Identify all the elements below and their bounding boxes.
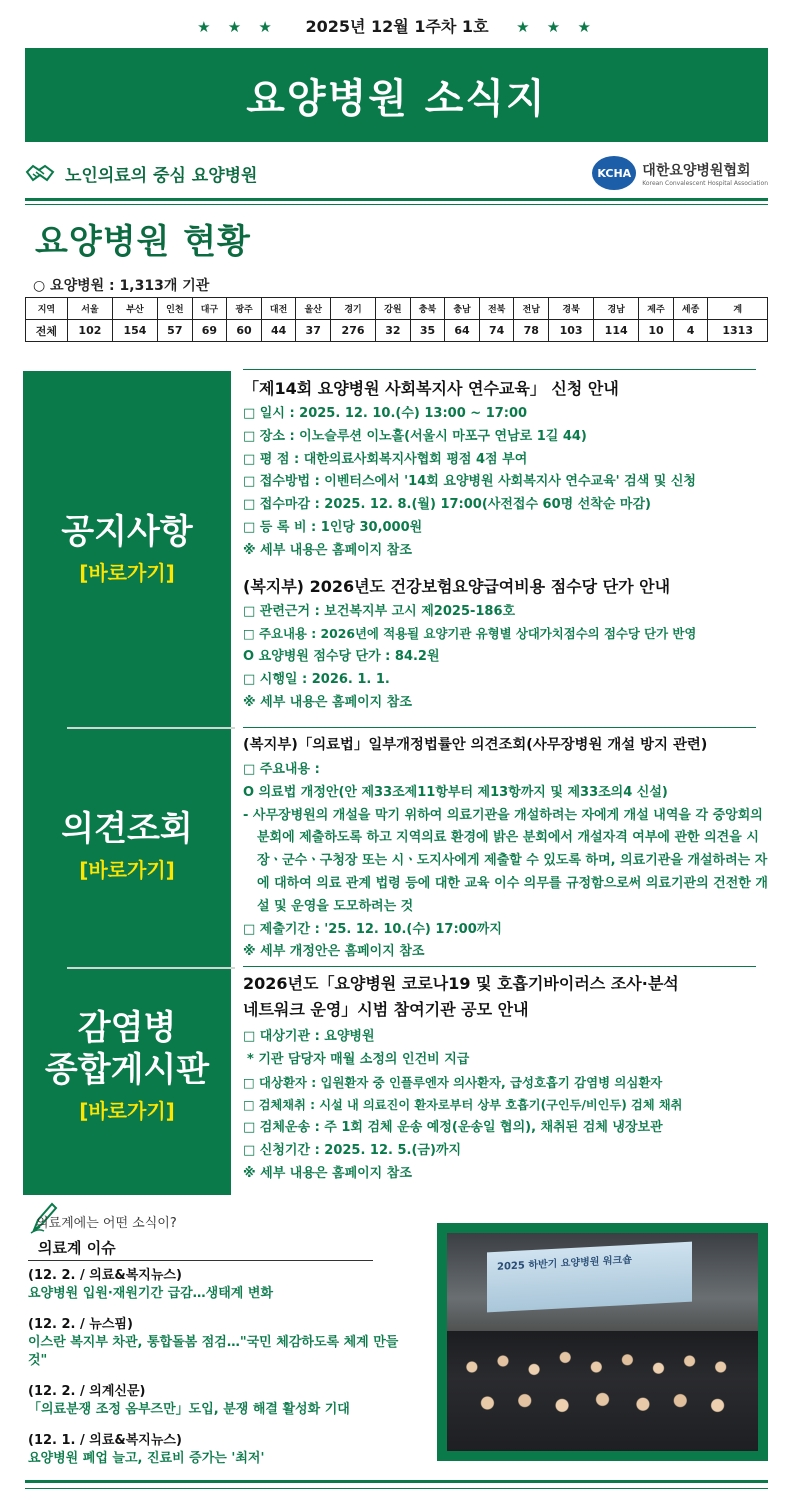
news-headline[interactable]: 요양병원 입원·재원기간 급감…생태계 변화 xyxy=(28,1286,274,1301)
tagline: 노인의료의 중심 요양병원 xyxy=(65,165,258,186)
news-headline[interactable]: 이스란 복지부 차관, 통합돌봄 점검…"국민 체감하도록 체계 만들 것" xyxy=(28,1335,399,1368)
news-section xyxy=(28,1212,418,1481)
infection-a-line: □ 대상환자 : 입원환자 중 인플루엔자 의사환자, 급성호흡기 감염병 의심환자 xyxy=(243,1074,663,1090)
subheader xyxy=(25,152,768,194)
table-cell: 276 xyxy=(331,320,376,342)
notice-b-line: ※ 세부 내용은 홈페이지 참조 xyxy=(243,694,412,710)
infection-a-line: □ 검체운송 : 주 1회 검체 운송 예정(운송일 협의), 채취된 검체 냉장보관 xyxy=(243,1120,663,1136)
section-sidebar xyxy=(23,371,231,1195)
table-header-cell: 부산 xyxy=(112,298,157,320)
infection-a-line: ※ 세부 내용은 홈페이지 참조 xyxy=(243,1165,412,1181)
notice-content xyxy=(243,377,768,715)
divider xyxy=(243,369,756,370)
photo-banner xyxy=(487,1242,692,1313)
logo-english: Korean Convalescent Hospital Association xyxy=(642,179,768,187)
infection-content xyxy=(243,972,768,1186)
notice-a-line: □ 등 록 비 : 1인당 30,000원 xyxy=(243,519,423,535)
table-cell: 전체 xyxy=(26,320,68,342)
opinion-link[interactable]: [바로가기] xyxy=(79,858,175,882)
opinion-a-line: O 의료법 개정안(안 제33조제11항부터 제13항까지 및 제33조의4 신설) xyxy=(243,784,668,800)
table-header-cell: 세종 xyxy=(673,298,708,320)
table-cell: 44 xyxy=(261,320,296,342)
table-cell: 32 xyxy=(376,320,411,342)
table-header-cell: 대전 xyxy=(261,298,296,320)
infection-a-line: □ 대상기관 : 요양병원 xyxy=(243,1029,375,1044)
table-cell: 64 xyxy=(445,320,480,342)
table-header-cell: 전북 xyxy=(479,298,514,320)
table-header-cell: 충남 xyxy=(445,298,480,320)
hospital-count-table xyxy=(25,297,768,342)
infection-a-title-1: 2026년도「요양병원 코로나19 및 호흡기바이러스 조사·분석 xyxy=(243,974,679,993)
opinion-a-line: □ 주요내용 : xyxy=(243,762,320,777)
table-cell: 57 xyxy=(158,320,193,342)
divider xyxy=(25,198,768,201)
table-row xyxy=(26,320,768,342)
photo-banner-text: 2025 하반기 요양병원 워크숍 xyxy=(497,1254,632,1273)
news-item[interactable] xyxy=(28,1383,418,1419)
news-source: (12. 2. / 의계신문) xyxy=(28,1384,146,1399)
divider xyxy=(25,1480,768,1483)
notice-a-line: □ 평 점 : 대한의료사회복지사협회 평점 4점 부여 xyxy=(243,451,528,467)
newsletter-title: 요양병원 소식지 xyxy=(25,48,768,142)
news-source: (12. 2. / 의료&복지뉴스) xyxy=(28,1268,182,1283)
notice-a-line: ※ 세부 내용은 홈페이지 참조 xyxy=(243,542,412,558)
table-header-cell: 제주 xyxy=(639,298,674,320)
notice-a-line: □ 접수방법 : 이벤터스에서 '14회 요양병원 사회복지사 연수교육' 검색 및 신청 xyxy=(243,474,696,490)
issue-number: 2025년 12월 1주차 1호 xyxy=(305,17,489,36)
opinion-a-line: ※ 세부 개정안은 홈페이지 참조 xyxy=(243,944,425,960)
status-summary: ○ 요양병원 : 1,313개 기관 xyxy=(33,278,210,294)
infection-section xyxy=(23,1007,231,1124)
news-title: 의료계 이슈 xyxy=(38,1239,116,1257)
divider xyxy=(67,727,235,729)
news-item[interactable] xyxy=(28,1432,418,1468)
table-header-cell: 강원 xyxy=(376,298,411,320)
table-header-cell: 서울 xyxy=(67,298,112,320)
logo-name: 대한요양병원협회 xyxy=(642,162,751,179)
table-header-cell: 광주 xyxy=(227,298,262,320)
handshake-icon xyxy=(25,162,55,184)
infection-link[interactable]: [바로가기] xyxy=(79,1099,175,1123)
table-header-cell: 경남 xyxy=(594,298,639,320)
opinion-a-line: □ 제출기간 : '25. 12. 10.(수) 17:00까지 xyxy=(243,921,502,937)
divider xyxy=(67,967,235,969)
news-source: (12. 1. / 의료&복지뉴스) xyxy=(28,1433,182,1448)
divider xyxy=(25,204,768,205)
notice-b-line: □ 시행일 : 2026. 1. 1. xyxy=(243,671,390,687)
issue-line xyxy=(0,14,794,37)
status-title: 요양병원 현황 xyxy=(35,222,251,262)
table-cell: 1313 xyxy=(708,320,768,342)
table-cell: 103 xyxy=(549,320,594,342)
news-question: 의료계에는 어떤 소식이? xyxy=(36,1216,177,1231)
table-header-cell: 충북 xyxy=(410,298,445,320)
table-cell: 74 xyxy=(479,320,514,342)
table-cell: 102 xyxy=(67,320,112,342)
table-header-cell: 인천 xyxy=(158,298,193,320)
news-headline[interactable]: 「의료분쟁 조정 옴부즈만」도입, 분쟁 해결 활성화 기대 xyxy=(28,1402,350,1417)
tagline-group xyxy=(25,161,257,186)
opinion-a-detail: - 사무장병원의 개설을 막기 위하여 의료기관을 개설하려는 자에게 개설 내역을 각 중앙회의 분회에 제출하도록 하고 지역의료 환경에 밝은 분회에서 개설자격 여부에 관한 의견을 시장ㆍ군수ㆍ구청장 또는 시ㆍ도지사에게 제출할 수 있도록 하며, 의료기관을 개설하려는 자에 대하여 의료 관계 법령 등에 대한 교육 이수 의무를 규정함으로써 의료기관의 건전한 개설 및 운영을 도모하려는 것 xyxy=(243,807,768,914)
news-source: (12. 2. / 뉴스핌) xyxy=(28,1317,133,1332)
table-cell: 114 xyxy=(594,320,639,342)
news-item[interactable] xyxy=(28,1267,418,1303)
table-cell: 154 xyxy=(112,320,157,342)
star-icons-right: ★ ★ ★ xyxy=(516,18,597,36)
infection-title-1: 감염병 xyxy=(77,1008,177,1048)
table-cell: 69 xyxy=(192,320,227,342)
table-header-cell: 경북 xyxy=(549,298,594,320)
notice-b-line: □ 관련근거 : 보건복지부 고시 제2025-186호 xyxy=(243,603,516,619)
infection-a-line: □ 검체채취 : 시설 내 의료진이 환자로부터 상부 호흡기(구인두/비인두) 검체 채취 xyxy=(243,1098,683,1113)
opinion-section xyxy=(23,808,231,883)
table-cell: 10 xyxy=(639,320,674,342)
divider xyxy=(243,727,756,728)
infection-a-line: □ 신청기간 : 2025. 12. 5.(금)까지 xyxy=(243,1142,462,1158)
notice-a-title: 「제14회 요양병원 사회복지사 연수교육」 신청 안내 xyxy=(243,379,619,398)
notice-b-line: O 요양병원 점수당 단가 : 84.2원 xyxy=(243,649,440,665)
notice-a-line: □ 일시 : 2025. 12. 10.(수) 13:00 ~ 17:00 xyxy=(243,406,528,421)
divider xyxy=(243,966,756,967)
news-headline[interactable]: 요양병원 폐업 늘고, 진료비 증가는 '최저' xyxy=(28,1451,265,1466)
notice-b-title: (복지부) 2026년도 건강보험요양급여비용 점수당 단가 안내 xyxy=(243,576,671,596)
table-header-cell: 경기 xyxy=(331,298,376,320)
infection-title-2: 종합게시판 xyxy=(44,1050,210,1090)
table-cell: 35 xyxy=(410,320,445,342)
opinion-title: 의견조회 xyxy=(61,809,193,849)
event-photo-frame xyxy=(437,1223,768,1461)
table-header-cell: 대구 xyxy=(192,298,227,320)
table-header-row xyxy=(26,298,768,320)
association-logo xyxy=(592,156,768,190)
opinion-a-title: (복지부)「의료법」일부개정법률안 의견조회(사무장병원 개설 방지 관련) xyxy=(243,737,708,753)
notice-link[interactable]: [바로가기] xyxy=(79,561,175,585)
notice-b-line: □ 주요내용 : 2026년에 적용될 요양기관 유형별 상대가치점수의 점수당 단가 반영 xyxy=(243,626,697,642)
table-cell: 78 xyxy=(514,320,549,342)
notice-section xyxy=(23,511,231,586)
table-header-cell: 계 xyxy=(708,298,768,320)
divider xyxy=(28,1260,373,1261)
divider xyxy=(25,1488,768,1489)
table-header-cell: 지역 xyxy=(26,298,68,320)
notice-a-line: □ 장소 : 이노슬루션 이노홀(서울시 마포구 연남로 1길 44) xyxy=(243,428,587,444)
event-photo xyxy=(447,1233,758,1451)
table-cell: 60 xyxy=(227,320,262,342)
infection-a-line: * 기관 담당자 매월 소정의 인건비 지급 xyxy=(247,1051,470,1067)
infection-a-title-2: 네트워크 운영」시범 참여기관 공모 안내 xyxy=(243,1000,529,1019)
notice-title: 공지사항 xyxy=(61,512,193,552)
table-header-cell: 울산 xyxy=(296,298,331,320)
table-header-cell: 전남 xyxy=(514,298,549,320)
photo-crowd xyxy=(447,1331,758,1451)
notice-a-line: □ 접수마감 : 2025. 12. 8.(월) 17:00(사전접수 60명 선착순 마감) xyxy=(243,497,651,513)
table-cell: 4 xyxy=(673,320,708,342)
news-item[interactable] xyxy=(28,1316,418,1370)
star-icons-left: ★ ★ ★ xyxy=(197,18,278,36)
opinion-content xyxy=(243,733,768,964)
table-cell: 37 xyxy=(296,320,331,342)
logo-mark: KCHA xyxy=(592,156,636,190)
